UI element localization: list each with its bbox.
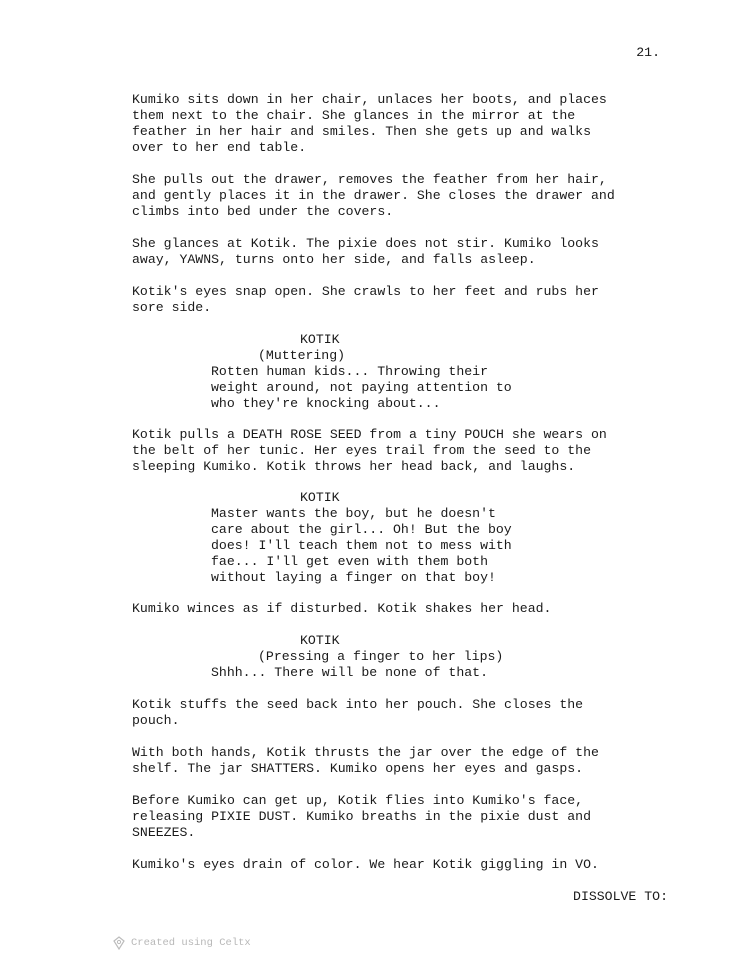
footer-text: Created using Celtx bbox=[131, 937, 251, 949]
action-line: She pulls out the drawer, removes the feather from her hair, and gently places it in the drawer. She closes the drawer and climbs into bed under the covers. bbox=[132, 172, 615, 219]
action-line: Kumiko winces as if disturbed. Kotik shakes her head. bbox=[132, 601, 552, 616]
page-number: 21. bbox=[636, 45, 660, 60]
action-line: Kotik stuffs the seed back into her pouch. She closes the pouch. bbox=[132, 697, 584, 728]
character-name: KOTIK bbox=[300, 490, 340, 505]
action-line: Before Kumiko can get up, Kotik flies into Kumiko's face, releasing PIXIE DUST. Kumiko breaths in the pixie dust and SNEEZES. bbox=[132, 793, 591, 840]
dialogue: Master wants the boy, but he doesn't care about the girl... Oh! But the boy does! I'll teach them not to mess with fae... I'll get even with them both without laying a finger on that boy! bbox=[211, 506, 512, 585]
celtx-logo-icon bbox=[113, 936, 125, 950]
parenthetical: (Pressing a finger to her lips) bbox=[258, 649, 504, 664]
dialogue: Rotten human kids... Throwing their weight around, not paying attention to who they're knocking about... bbox=[211, 364, 512, 411]
dialogue: Shhh... There will be none of that. bbox=[211, 665, 488, 680]
character-name: KOTIK bbox=[300, 332, 340, 347]
character-name: KOTIK bbox=[300, 633, 340, 648]
parenthetical: (Muttering) bbox=[258, 348, 346, 363]
footer bbox=[113, 935, 251, 951]
action-line: She glances at Kotik. The pixie does not stir. Kumiko looks away, YAWNS, turns onto her side, and falls asleep. bbox=[132, 236, 599, 267]
action-line: Kotik's eyes snap open. She crawls to her feet and rubs her sore side. bbox=[132, 284, 599, 315]
action-line: Kumiko's eyes drain of color. We hear Kotik giggling in VO. bbox=[132, 857, 599, 872]
action-line: With both hands, Kotik thrusts the jar over the edge of the shelf. The jar SHATTERS. Kumiko opens her eyes and gasps. bbox=[132, 745, 599, 776]
transition: DISSOLVE TO: bbox=[573, 889, 668, 904]
action-line: Kotik pulls a DEATH ROSE SEED from a tiny POUCH she wears on the belt of her tunic. Her eyes trail from the seed to the sleeping Kumiko. Kotik throws her head back, and laughs. bbox=[132, 427, 607, 474]
action-line: Kumiko sits down in her chair, unlaces her boots, and places them next to the chair. She glances in the mirror at the feather in her hair and smiles. Then she gets up and walks over to her end table. bbox=[132, 92, 607, 155]
